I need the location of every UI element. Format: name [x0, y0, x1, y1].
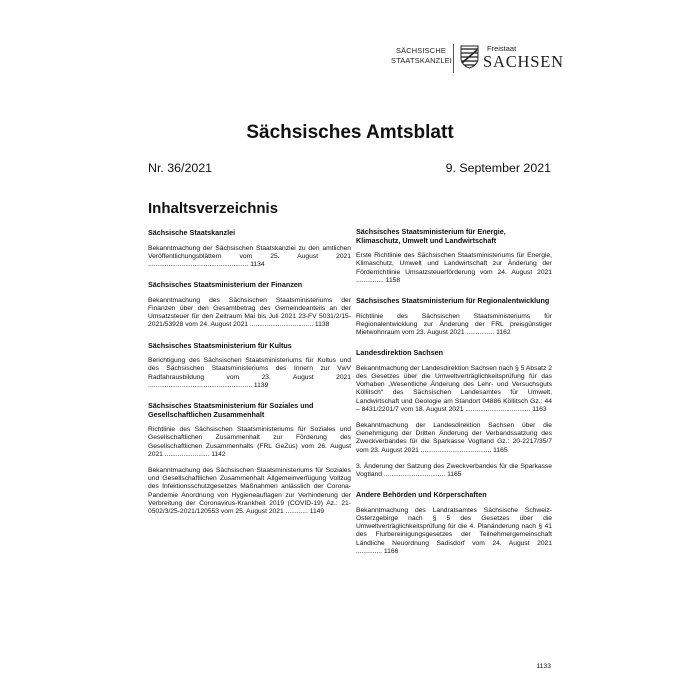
entry-text: 3. Änderung der Satzung des Zweckverbandes für die Sparkasse Vogtland	[356, 462, 552, 479]
entry-page: ................................. 1165	[383, 471, 462, 479]
toc-entry[interactable]	[356, 463, 552, 479]
entry-text: Bekanntmachung des Landratsamtes Sächsische Schweiz-Osterzgebirge nach § 5 des Gesetzes über die Umweltverträglichkeitsprüfung für die 4. Planänderung nach § 41 des Flurbereinigungsgesetzes der Teilnehmergemeinschaft Ländliche Neuordnung Sadisdorf vom 24. August 2021	[356, 506, 552, 547]
section-heading: Sächsisches Staatsministerium für Energie, Klimaschutz, Umwelt und Landwirtschaft	[356, 227, 506, 245]
toc-entry[interactable]	[148, 245, 351, 270]
entry-text: Bekanntmachung der Sächsischen Staatskanzlei zu den amtlichen Veröffentlichungsblättern vom 25. August 2021	[148, 244, 351, 260]
entry-page: ...................................................... 1134	[148, 261, 265, 268]
issue-number: Nr. 36/2021	[148, 161, 213, 175]
section-heading: Sächsisches Staatsministerium für Soziales und Gesellschaftlichen Zusammenhalt	[148, 401, 314, 419]
entry-text: Berichtigung des Sächsischen Staatsministeriums für Kultus und des Sächsischen Staatsministeriums des Innern zur VwV Radfahrausbildung vom 23. August 2021	[148, 357, 351, 381]
toc-entry[interactable]	[148, 357, 351, 390]
entry-page: ........................................................ 1139	[148, 381, 269, 389]
toc-section	[148, 281, 351, 329]
entry-text: Erste Richtlinie des Sächsischen Staatsministeriums für Energie, Klimaschutz, Umwelt und Landwirtschaft zur Änderung der Förderrichtlinie Umsatzsteuerförderung vom 24. August 2021	[356, 252, 552, 276]
toc-entry[interactable]	[148, 467, 351, 516]
entry-page: ........................ 1142	[164, 450, 226, 458]
toc-section	[356, 349, 552, 479]
section-heading: Sächsisches Staatsministerium für Kultus	[148, 340, 292, 350]
toc-entry[interactable]	[356, 507, 552, 556]
entry-text: Bekanntmachung der Landesdirektion Sachsen über die Genehmigung der Dritten Änderung der Verbandssatzung des Zweckverbandes für die Sparkasse Vogtland Gz.: 20-2217/35/7 vom 23. August 2021	[356, 422, 552, 454]
toc-entry[interactable]	[356, 422, 552, 455]
entry-text: Richtlinie des Sächsischen Staatsministeriums für Soziales und Gesellschaftlichen Zusammenhalt zur Förderung des Gesellschaftlichen Zusammenhalts (FRL GeZus) vom 26. August 2021	[148, 426, 351, 458]
toc-section	[356, 228, 552, 285]
section-heading: Andere Behörden und Körperschaften	[356, 490, 487, 500]
section-heading: Sächsisches Staatsministerium für Regionalentwicklung	[356, 296, 550, 305]
entry-text: Bekanntmachung des Sächsischen Staatsministeriums der Finanzen über den Gesamtbetrag des Gemeindeanteils an der Umsatzsteuer für den Zeitraum Mai bis Juli 2021 23-FV 5031/2/15-2021/53928 vom 24. August 2021	[148, 296, 351, 329]
section-heading: Sächsische Staatskanzlei	[148, 228, 236, 237]
staatskanzlei-logo	[391, 46, 453, 66]
page-ref: 1158	[385, 276, 401, 284]
page-ref: 1138	[314, 321, 330, 329]
page-ref: 1139	[253, 381, 269, 389]
saxony-coat-of-arms-icon	[460, 45, 479, 69]
toc-entry[interactable]	[148, 297, 351, 330]
page-ref: 1166	[383, 547, 399, 555]
entry-page: .................................. 1138	[249, 321, 330, 329]
entry-page: ................................... 1163	[465, 405, 547, 413]
section-heading: Landesdirektion Sachsen	[356, 348, 444, 358]
entry-page: ............ 1149	[285, 508, 325, 516]
toc-entry[interactable]	[356, 365, 552, 414]
toc-section	[148, 342, 351, 390]
page-ref: 1165	[493, 446, 508, 454]
entry-page: ...................................... 1165	[420, 446, 508, 454]
toc-entry[interactable]	[356, 313, 552, 338]
toc-right-column	[356, 228, 552, 568]
toc-section	[356, 297, 552, 337]
toc-section	[148, 229, 351, 269]
toc-left-column	[148, 229, 351, 528]
page-title: Sächsisches Amtsblatt	[246, 122, 454, 143]
freistaat-sachsen-logo	[483, 45, 564, 71]
page-ref: 1149	[309, 508, 325, 516]
logo-small-text: Freistaat	[487, 44, 517, 53]
logo-line: SÄCHSISCHE	[395, 46, 446, 55]
page-ref: 1134	[250, 261, 265, 268]
logo-divider	[453, 44, 454, 73]
entry-text: Richtlinie des Sächsischen Staatsministeriums für Regionalentwicklung zur Änderung der FRL preisgünstiger Mietwohnraum vom 23. August 2021	[356, 312, 552, 336]
page-number: 1133	[536, 663, 551, 670]
entry-page: ............... 1158	[356, 276, 401, 284]
entry-page: ............... 1162	[466, 329, 511, 336]
issue-date: 9. September 2021	[445, 161, 551, 175]
page-ref: 1162	[496, 329, 511, 336]
logo-big-text: SACHSEN	[483, 52, 564, 71]
entry-text: Bekanntmachung der Landesdirektion Sachsen nach § 5 Absatz 2 des Gesetzes über die Umweltverträglichkeitsprüfung für das Vorhaben „Wesentliche Änderung des Lehr- und Versuchsguts Köllitsch“ des Sächsischen Landesamtes für Umwelt, Landwirtschaft und Geologie am Standort 04886 Köllitsch Gz.: 44 – 8431/2201/7 vom 18. August 2021	[356, 364, 552, 413]
page-ref: 1165	[447, 471, 462, 479]
toc-entry[interactable]	[148, 426, 351, 459]
entry-page: .............. 1166	[356, 547, 399, 555]
page-ref: 1163	[532, 405, 547, 413]
toc-section	[356, 491, 552, 556]
entry-text: Bekanntmachung des Sächsischen Staatsministeriums für Soziales und Gesellschaftlichen Zusammenhalt Allgemeinverfügung Vollzug des Infektionsschutzgesetzes Maßnahmen anlässlich der Corona-Pandemie Anordnung von Hygieneauflagen zur Verhinderung der Verbreitung der Coronavirus-Krankheit 2019 (COVID-19) Az.: 21-0502/3/25-2021/120553 vom 25. August 2021	[148, 467, 351, 516]
page-ref: 1142	[211, 450, 226, 458]
logo-line: STAATSKANZLEI	[391, 56, 453, 65]
section-heading: Sächsisches Staatsministerium der Finanzen	[148, 280, 303, 290]
toc-entry[interactable]	[356, 252, 552, 285]
toc-heading: Inhaltsverzeichnis	[148, 200, 279, 217]
toc-section	[148, 402, 351, 516]
